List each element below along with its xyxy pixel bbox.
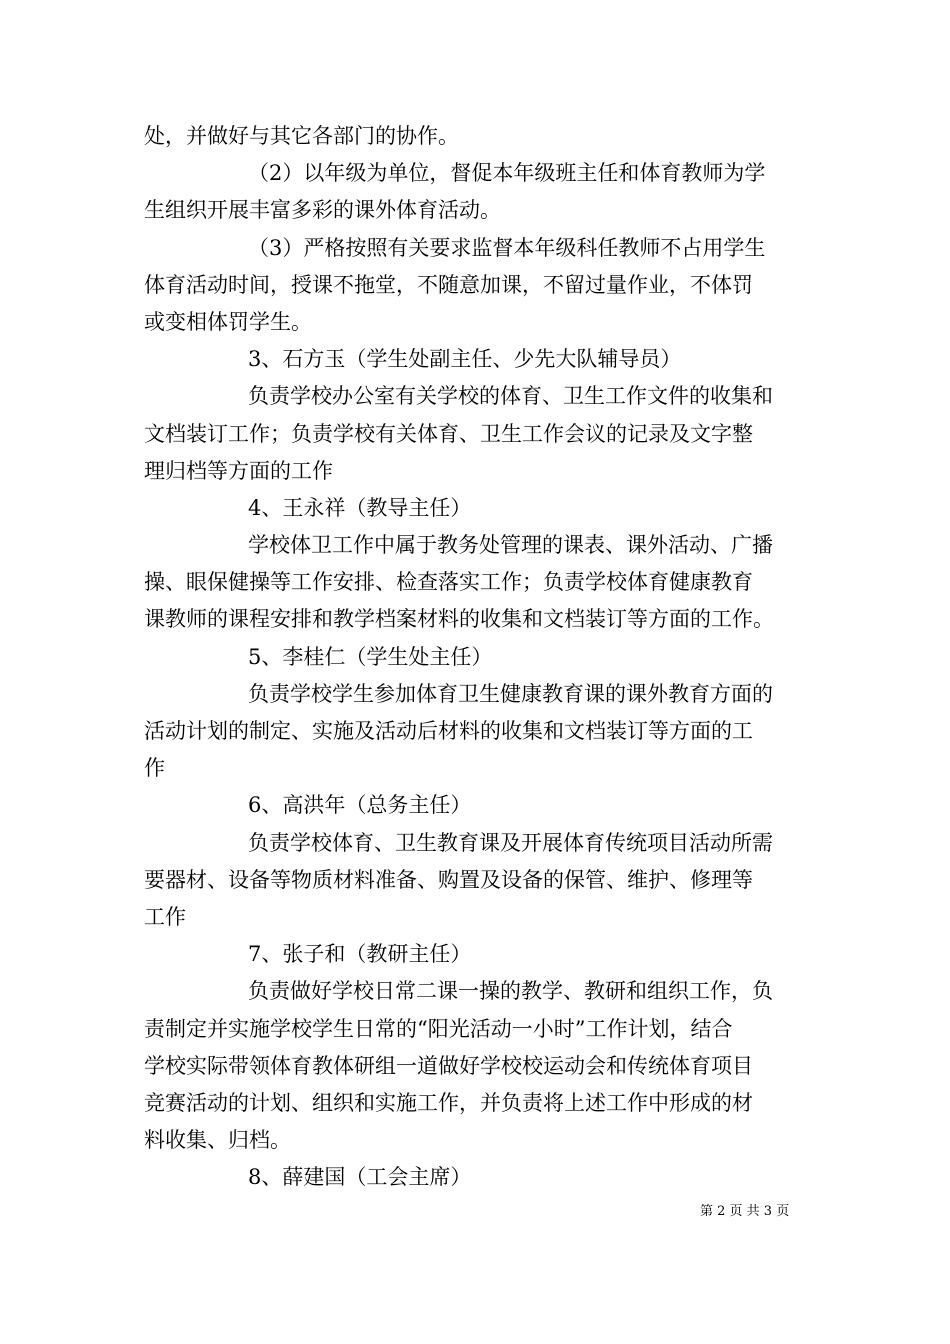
section-heading: 5、李桂仁（学生处主任）	[248, 644, 493, 669]
text-line: 作	[144, 756, 165, 781]
text-line: 负责学校学生参加体育卫生健康教育课的课外教育方面的	[248, 681, 773, 706]
text-line: 要器材、设备等物质材料准备、购置及设备的保管、维护、修理等	[144, 867, 753, 892]
document-body	[144, 118, 808, 1196]
section-heading: 8、薛建国（工会主席）	[248, 1165, 472, 1190]
page-number-footer: 第 2 页 共 3 页	[700, 1204, 790, 1219]
text-line: 学校体卫工作中属于教务处管理的课表、课外活动、广播	[248, 533, 773, 558]
text-line: 料收集、归档。	[144, 1128, 291, 1153]
text-line: 处，并做好与其它各部门的协作。	[144, 124, 459, 148]
text-line: （2）以年级为单位，督促本年级班主任和体育教师为学	[248, 161, 766, 186]
text-line: （3）严格按照有关要求监督本年级科任教师不占用学生	[248, 235, 766, 260]
text-line: 文档装订工作；负责学校有关体育、卫生工作会议的记录及文字整	[144, 421, 753, 446]
text-line: 工作	[144, 904, 186, 929]
section-heading: 6、高洪年（总务主任）	[248, 793, 472, 818]
section-heading: 4、王永祥（教导主任）	[248, 495, 472, 520]
section-heading: 3、石方玉（学生处副主任、少先大队辅导员）	[248, 347, 682, 372]
text-line: 课教师的课程安排和教学档案材料的收集和文档装订等方面的工作。	[144, 607, 774, 632]
text-line: 理归档等方面的工作	[144, 458, 333, 483]
text-line: 责制定并实施学校学生日常的“阳光活动一小时”工作计划，结合	[144, 1016, 733, 1041]
text-line: 活动计划的制定、实施及活动后材料的收集和文档装订等方面的工	[144, 719, 753, 743]
text-line: 生组织开展丰富多彩的课外体育活动。	[144, 198, 501, 223]
text-line: 负责学校体育、卫生教育课及开展体育传统项目活动所需	[248, 830, 773, 855]
text-line: 负责做好学校日常二课一操的教学、教研和组织工作，负	[248, 979, 773, 1004]
text-line: 竞赛活动的计划、组织和实施工作，并负责将上述工作中形成的材	[144, 1090, 753, 1115]
text-line: 学校实际带领体育教体研组一道做好学校校运动会和传统体育项目	[144, 1053, 753, 1078]
text-line: 或变相体罚学生。	[144, 309, 312, 334]
text-line: 体育活动时间，授课不拖堂，不随意加课，不留过量作业，不体罚	[144, 272, 753, 297]
text-line: 操、眼保健操等工作安排、检查落实工作；负责学校体育健康教育	[144, 570, 753, 595]
section-heading: 7、张子和（教研主任）	[248, 942, 472, 967]
text-line: 负责学校办公室有关学校的体育、卫生工作文件的收集和	[248, 384, 773, 409]
